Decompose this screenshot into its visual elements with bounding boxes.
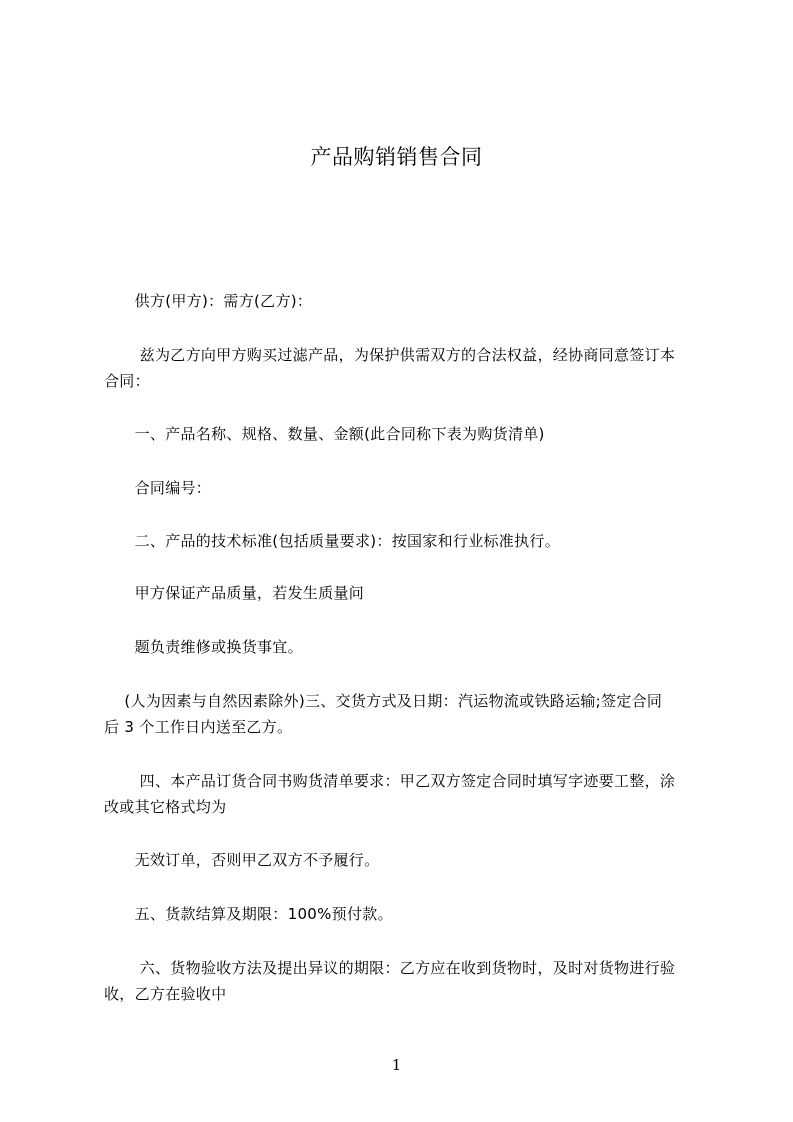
paragraph-line: 五、货款结算及期限：100%预付款。 — [104, 905, 393, 923]
clause-4-paragraph — [104, 768, 712, 820]
paragraph-line: 六、货物验收方法及提出异议的期限：乙方应在收到货物时，及时对货物进行验 — [104, 959, 676, 977]
clause-2-paragraph — [104, 528, 712, 554]
parties-paragraph — [104, 288, 712, 314]
preamble-paragraph — [104, 342, 712, 394]
contract-title: 产品购销销售合同 — [310, 145, 483, 169]
paragraph-line: 供方(甲方)：需方(乙方)： — [104, 292, 313, 310]
clause-5-paragraph — [104, 901, 712, 927]
paragraph-line: 题负责维修或换货事宜。 — [104, 638, 303, 656]
paragraph-line: 兹为乙方向甲方购买过滤产品，为保护供需双方的合法权益，经协商同意签订本 — [104, 346, 676, 364]
paragraph-line: 甲方保证产品质量，若发生质量问 — [104, 584, 365, 602]
paragraph-line: 四、本产品订货合同书购货清单要求：甲乙双方签定合同时填写字迹要工整，涂 — [104, 772, 676, 790]
clause-6-paragraph — [104, 955, 712, 1007]
paragraph-line: (人为因素与自然因素除外)三、交货方式及日期：汽运物流或铁路运输;签定合同 — [104, 692, 663, 710]
quality-guarantee-paragraph — [104, 580, 712, 606]
paragraph-line: 无效订单，否则甲乙双方不予履行。 — [104, 851, 380, 869]
paragraph-line: 收，乙方在验收中 — [104, 985, 227, 1003]
paragraph-line: 一、产品名称、规格、数量、金额(此合同称下表为购货清单) — [104, 425, 545, 443]
invalid-order-paragraph — [104, 847, 712, 873]
contract-number-paragraph — [104, 475, 712, 501]
paragraph-line: 合同： — [104, 372, 150, 390]
page-number: 1 — [391, 1056, 402, 1074]
clause-3-paragraph — [104, 688, 712, 740]
paragraph-line: 二、产品的技术标准(包括质量要求)：按国家和行业标准执行。 — [104, 532, 561, 550]
clause-1-paragraph — [104, 421, 712, 447]
paragraph-line: 后 3 个工作日内送至乙方。 — [104, 718, 293, 736]
repair-paragraph — [104, 634, 712, 660]
paragraph-line: 改或其它格式均为 — [104, 798, 227, 816]
paragraph-line: 合同编号： — [104, 479, 212, 497]
